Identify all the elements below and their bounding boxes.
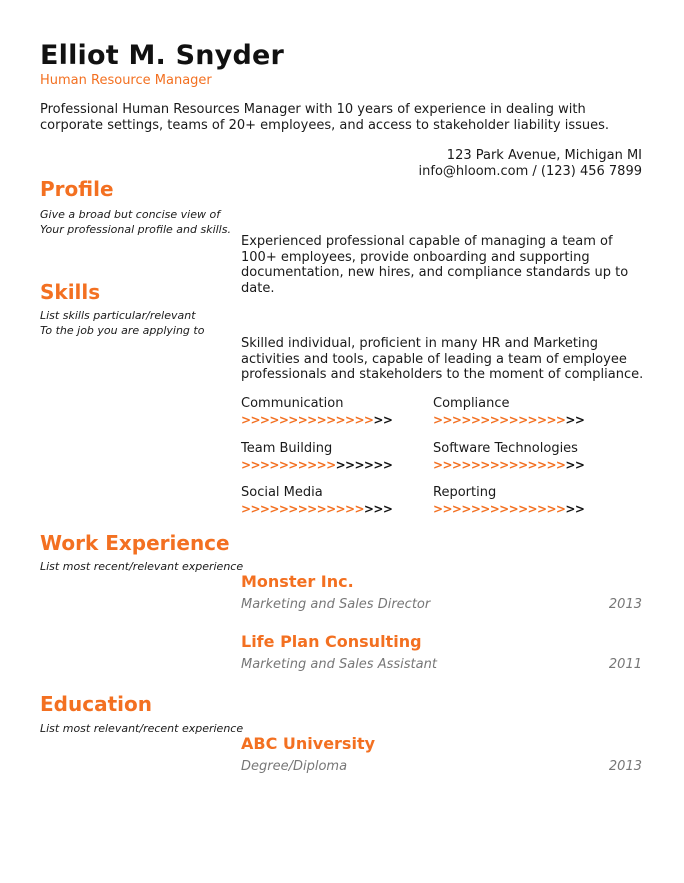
skill-level-bar (241, 457, 392, 473)
skill-name: Social Media (241, 485, 323, 500)
profile-note-line: Give a broad but concise view of (40, 208, 221, 221)
skill-level-filled: >>>>>>>>>>>>> (241, 502, 364, 516)
employer-name: Monster Inc. (241, 572, 354, 591)
education-note: List most relevant/recent experience (40, 722, 244, 735)
skill-level-bar (241, 412, 392, 428)
skills-note (40, 308, 204, 338)
skill-name: Communication (241, 396, 344, 411)
job-role: Marketing and Sales Assistant (241, 657, 437, 672)
skill-level-filled: >>>>>>>>>>>>>> (433, 502, 566, 516)
skill-level-filled: >>>>>>>>>>>>>> (241, 413, 374, 427)
employer-name: Life Plan Consulting (241, 632, 422, 651)
address: 123 Park Avenue, Michigan MI (446, 148, 642, 163)
profile-note (40, 207, 231, 237)
education-year: 2013 (608, 759, 642, 774)
skills-note-line: List skills particular/relevant (40, 309, 196, 322)
profile-heading: Profile (40, 177, 114, 201)
profile-text: Experienced professional capable of managing a team of 100+ employees, provide onboarding and supporting documentation, new hires, and compliance standards up to date. (241, 234, 629, 296)
skill-level-bar (433, 501, 584, 517)
candidate-name: Elliot M. Snyder (40, 40, 285, 71)
skill-level-filled: >>>>>>>>>>>>>> (433, 413, 566, 427)
skill-level-empty: >> (565, 502, 585, 516)
skill-level-empty: >>>>>> (335, 458, 393, 472)
work-note: List most recent/relevant experience (40, 560, 244, 573)
job-year: 2011 (608, 657, 642, 672)
skills-heading: Skills (40, 280, 101, 304)
job-role: Marketing and Sales Director (241, 597, 431, 612)
job-title: Human Resource Manager (40, 73, 212, 88)
skill-item (241, 441, 392, 473)
degree: Degree/Diploma (241, 759, 348, 774)
skill-name: Software Technologies (433, 441, 578, 456)
profile-note-line: Your professional profile and skills. (40, 223, 231, 236)
school-name: ABC University (241, 734, 376, 753)
skill-level-empty: >> (373, 413, 393, 427)
skill-item (433, 441, 584, 473)
skill-level-bar (433, 457, 584, 473)
skill-name: Team Building (241, 441, 333, 456)
skill-level-empty: >>> (363, 502, 393, 516)
skill-name: Reporting (433, 485, 497, 500)
skill-level-bar (241, 501, 392, 517)
skill-item (241, 396, 392, 428)
skill-level-empty: >> (565, 458, 585, 472)
skill-item (433, 485, 584, 517)
skills-note-line: To the job you are applying to (40, 324, 205, 337)
job-year: 2013 (608, 597, 642, 612)
skill-level-bar (433, 412, 584, 428)
work-heading: Work Experience (40, 531, 230, 555)
summary-text: Professional Human Resources Manager with 10 years of experience in dealing with corporate settings, teams of 20+ employees, and access to stakeholder liability issues. (40, 102, 610, 133)
contact-block (419, 148, 642, 180)
skill-level-filled: >>>>>>>>>>>>>> (433, 458, 566, 472)
skill-item (433, 396, 584, 428)
skill-level-filled: >>>>>>>>>> (241, 458, 336, 472)
skills-text: Skilled individual, proficient in many HR and Marketing activities and tools, capable of leading a team of employee professionals and stakeholders to the moment of compliance. (241, 336, 644, 382)
education-heading: Education (40, 692, 152, 716)
skill-level-empty: >> (565, 413, 585, 427)
skill-name: Compliance (433, 396, 510, 411)
skill-item (241, 485, 392, 517)
email-phone: info@hloom.com / (123) 456 7899 (418, 164, 642, 179)
